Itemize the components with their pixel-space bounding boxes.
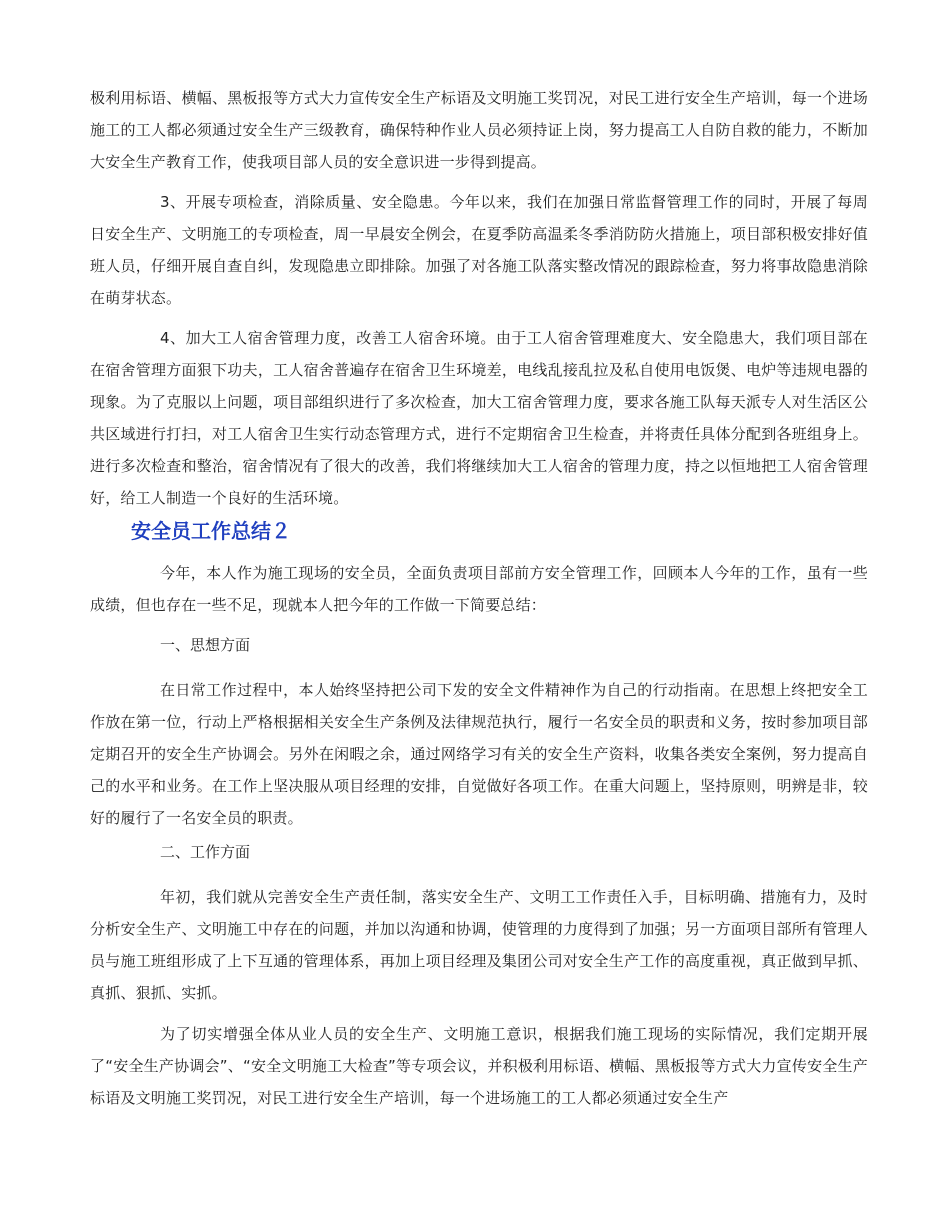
paragraph-thought: 在日常工作过程中，本人始终坚持把公司下发的安全文件精神作为自己的行动指南。在思想上终把安全工作放在第一位，行动上严格根据相关安全生产条例及法律规范执行，履行一名安全员的职责和义务，按时参加项目部定期召开的安全生产协调会。另外在闲暇之余，通过网络学习有关的安全生产资料，收集各类安全案例，努力提高自己的水平和业务。在工作上坚决服从项目经理的安排，自觉做好各项工作。在重大问题上，坚持原则，明辨是非，较好的履行了一名安全员的职责。 (90, 681, 868, 827)
paragraph-intro: 极利用标语、横幅、黑板报等方式大力宣传安全生产标语及文明施工奖罚况，对民工进行安全生产培训，每一个进场施工的工人都必须通过安全生产三级教育，确保特种作业人员必须持证上岗，努力提高工人自防自救的能力，不断加大安全生产教育工作，使我项目部人员的安全意识进一步得到提高。 (90, 89, 868, 171)
paragraph-section2-intro: 今年，本人作为施工现场的安全员，全面负责项目部前方安全管理工作，回顾本人今年的工作，虽有一些成绩，但也存在一些不足，现就本人把今年的工作做一下简要总结： (90, 564, 868, 614)
paragraph-work-2: 为了切实增强全体从业人员的安全生产、文明施工意识，根据我们施工现场的实际情况，我们定期开展了“安全生产协调会”、“安全文明施工大检查”等专项会议，并积极利用标语、横幅、黑板报等方式大力宣传安全生产标语及文明施工奖罚况，对民工进行安全生产培训，每一个进场施工的工人都必须通过安全生产 (90, 1025, 868, 1107)
section-heading: 安全员工作总结２ (131, 519, 291, 543)
subheading-work: 二、工作方面 (160, 843, 251, 861)
paragraph-work-1: 年初，我们就从完善安全生产责任制，落实安全生产、文明工工作责任入手，目标明确、措施有力，及时分析安全生产、文明施工中存在的问题，并加以沟通和协调，使管理的力度得到了加强；另一方面项目部所有管理人员与施工班组形成了上下互通的管理体系，再加上项目经理及集团公司对安全生产工作的高度重视，真正做到早抓、真抓、狠抓、实抓。 (90, 888, 868, 1002)
paragraph-item-3: 3、开展专项检查，消除质量、安全隐患。今年以来，我们在加强日常监督管理工作的同时，开展了每周日安全生产、文明施工的专项检查，周一早晨安全例会，在夏季防高温柔冬季消防防火措施上，项目部积极安排好值班人员，仔细开展自查自纠，发现隐患立即排除。加强了对各施工队落实整改情况的跟踪检查，努力将事故隐患消除在萌芽状态。 (90, 193, 868, 307)
subheading-thought: 一、思想方面 (160, 636, 251, 654)
paragraph-item-4: 4、加大工人宿舍管理力度，改善工人宿舍环境。由于工人宿舍管理难度大、安全隐患大，我们项目部在在宿舍管理方面狠下功夫，工人宿舍普遍存在宿舍卫生环境差，电线乱接乱拉及私自使用电饭煲、电炉等违规电器的现象。为了克服以上问题，项目部组织进行了多次检查，加大工宿舍管理力度，要求各施工队每天派专人对生活区公共区域进行打扫，对工人宿舍卫生实行动态管理方式，进行不定期宿舍卫生检查，并将责任具体分配到各班组身上。进行多次检查和整治，宿舍情况有了很大的改善，我们将继续加大工人宿舍的管理力度，持之以恒地把工人宿舍管理好，给工人制造一个良好的生活环境。 (90, 329, 868, 507)
